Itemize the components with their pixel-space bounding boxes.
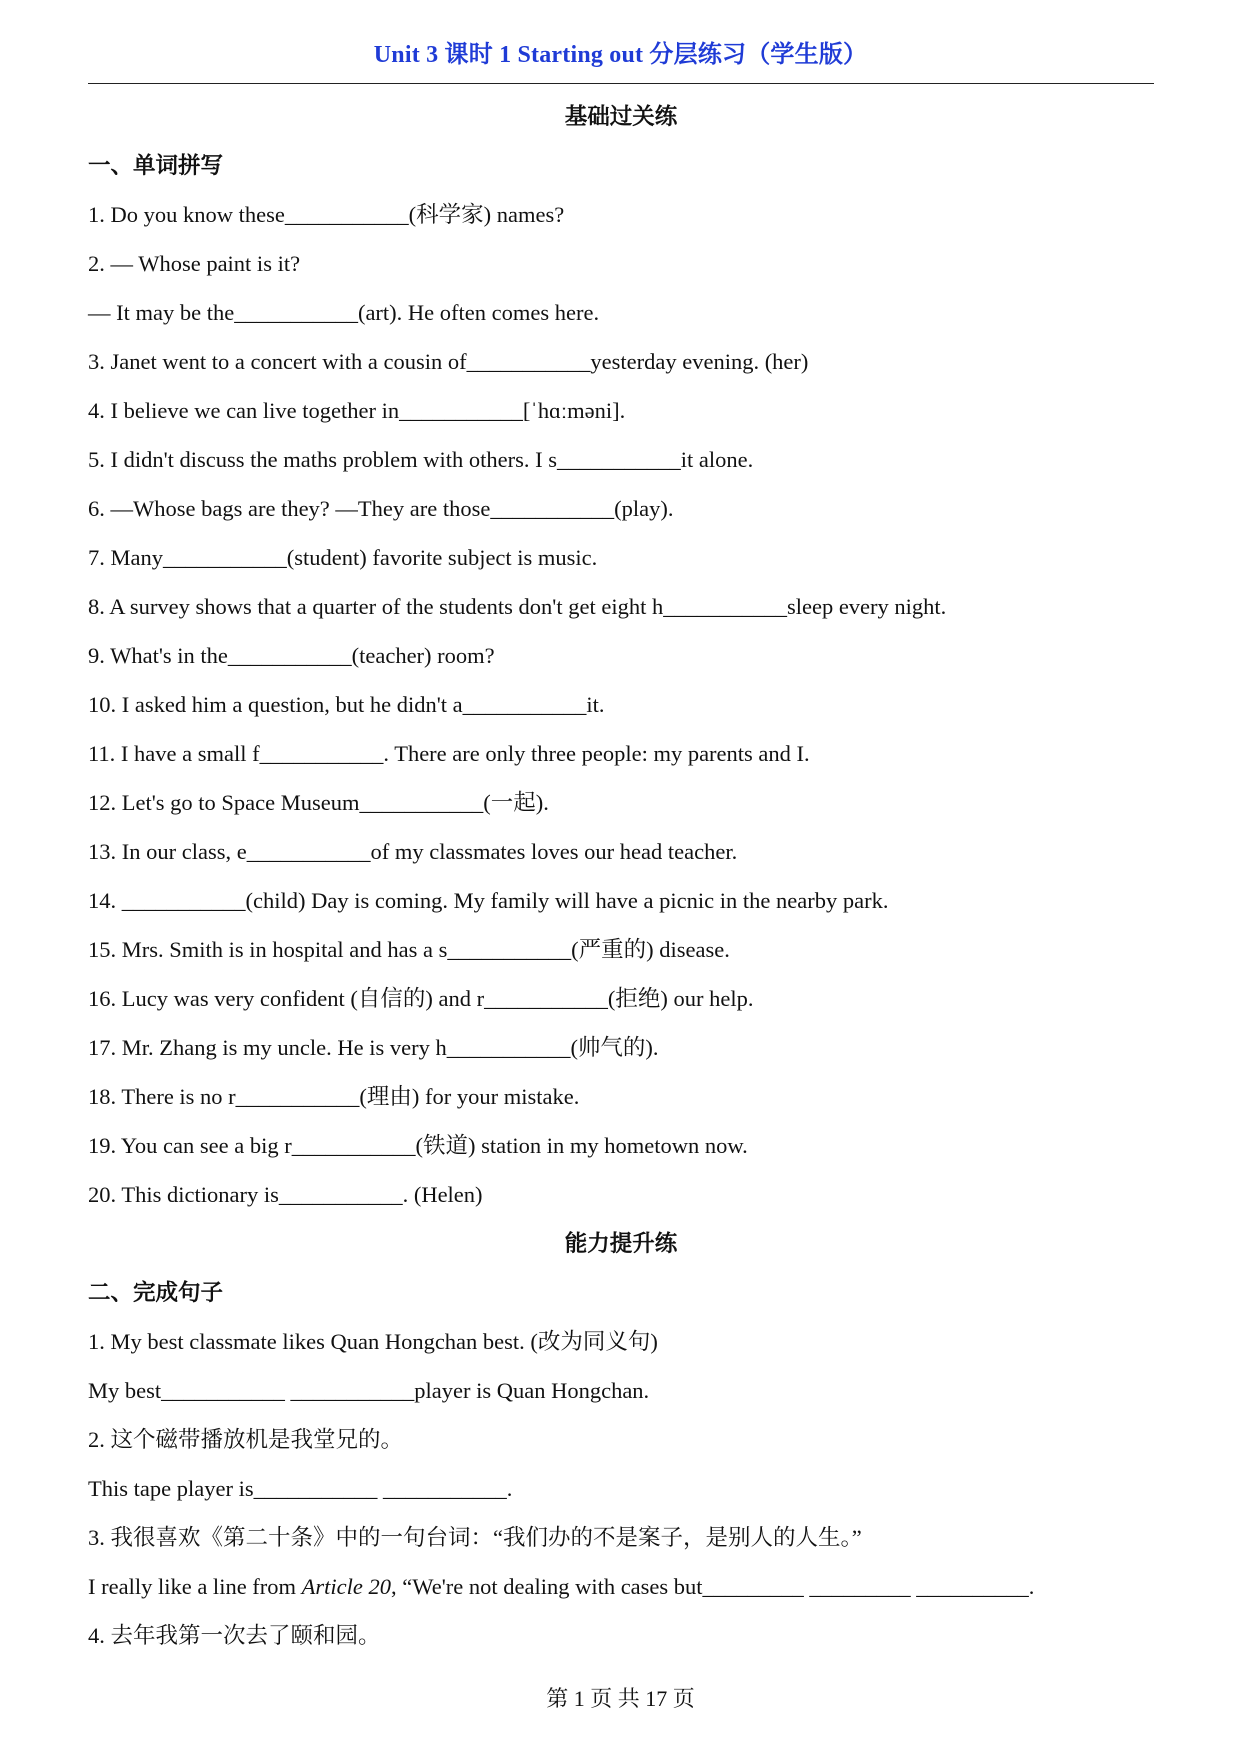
- question-line: 9. What's in the___________(teacher) room?: [88, 643, 495, 668]
- question-line: 2. — Whose paint is it?: [88, 251, 301, 276]
- page-number: 第 1 页 共 17 页: [546, 1686, 695, 1711]
- question-line: 10. I asked him a question, but he didn't a___________it.: [88, 692, 605, 717]
- question-line: 4. I believe we can live together in___________[ˈhɑːməni].: [88, 398, 626, 423]
- question-line: 18. There is no r___________(理由) for your mistake.: [88, 1084, 580, 1109]
- section-advanced-title: 能力提升练: [564, 1231, 678, 1256]
- question-line: 17. Mr. Zhang is my uncle. He is very h___________(帅气的).: [88, 1035, 659, 1060]
- answer-text-after: , “We're not dealing with cases but_________ _________ __________.: [391, 1574, 1035, 1599]
- document-title: Unit 3 课时 1 Starting out 分层练习（学生版）: [373, 42, 868, 68]
- answer-line: [88, 1562, 1154, 1611]
- question-line: 2. 这个磁带播放机是我堂兄的。: [88, 1427, 404, 1452]
- worksheet-content: [88, 92, 1154, 1660]
- part1-heading: 一、单词拼写: [88, 153, 224, 178]
- question-line: 12. Let's go to Space Museum___________(一起).: [88, 790, 549, 815]
- question-line: 16. Lucy was very confident (自信的) and r___________(拒绝) our help.: [88, 986, 754, 1011]
- section-basic-title: 基础过关练: [564, 104, 678, 129]
- question-line: 15. Mrs. Smith is in hospital and has a s___________(严重的) disease.: [88, 937, 730, 962]
- answer-text-before: I really like a line from: [88, 1574, 302, 1599]
- question-line: 3. 我很喜欢《第二十条》中的一句台词：“我们办的不是案子，是别人的人生。”: [88, 1525, 862, 1550]
- question-line: 3. Janet went to a concert with a cousin of___________yesterday evening. (her): [88, 349, 809, 374]
- question-line: 4. 去年我第一次去了颐和园。: [88, 1623, 381, 1648]
- question-line: 1. Do you know these___________(科学家) names?: [88, 202, 565, 227]
- question-line: 13. In our class, e___________of my classmates loves our head teacher.: [88, 839, 738, 864]
- header-divider: [88, 83, 1154, 84]
- article-title: Article 20: [301, 1574, 392, 1599]
- question-line: 8. A survey shows that a quarter of the students don't get eight h___________sleep every night.: [88, 594, 947, 619]
- answer-line: This tape player is___________ ___________.: [88, 1476, 513, 1501]
- question-line: 11. I have a small f___________. There are only three people: my parents and I.: [88, 741, 810, 766]
- part2-heading: 二、完成句子: [88, 1280, 224, 1305]
- question-line: 20. This dictionary is___________. (Helen): [88, 1182, 483, 1207]
- question-line: 19. You can see a big r___________(铁道) station in my hometown now.: [88, 1133, 748, 1158]
- question-line: — It may be the___________(art). He often comes here.: [88, 300, 600, 325]
- question-line: 1. My best classmate likes Quan Hongchan best. (改为同义句): [88, 1329, 658, 1354]
- question-line: 14. ___________(child) Day is coming. My family will have a picnic in the nearby park.: [88, 888, 889, 913]
- question-line: 6. —Whose bags are they? —They are those___________(play).: [88, 496, 674, 521]
- question-line: 5. I didn't discuss the maths problem with others. I s___________it alone.: [88, 447, 754, 472]
- question-line: 7. Many___________(student) favorite subject is music.: [88, 545, 598, 570]
- answer-line: My best___________ ___________player is Quan Hongchan.: [88, 1378, 650, 1403]
